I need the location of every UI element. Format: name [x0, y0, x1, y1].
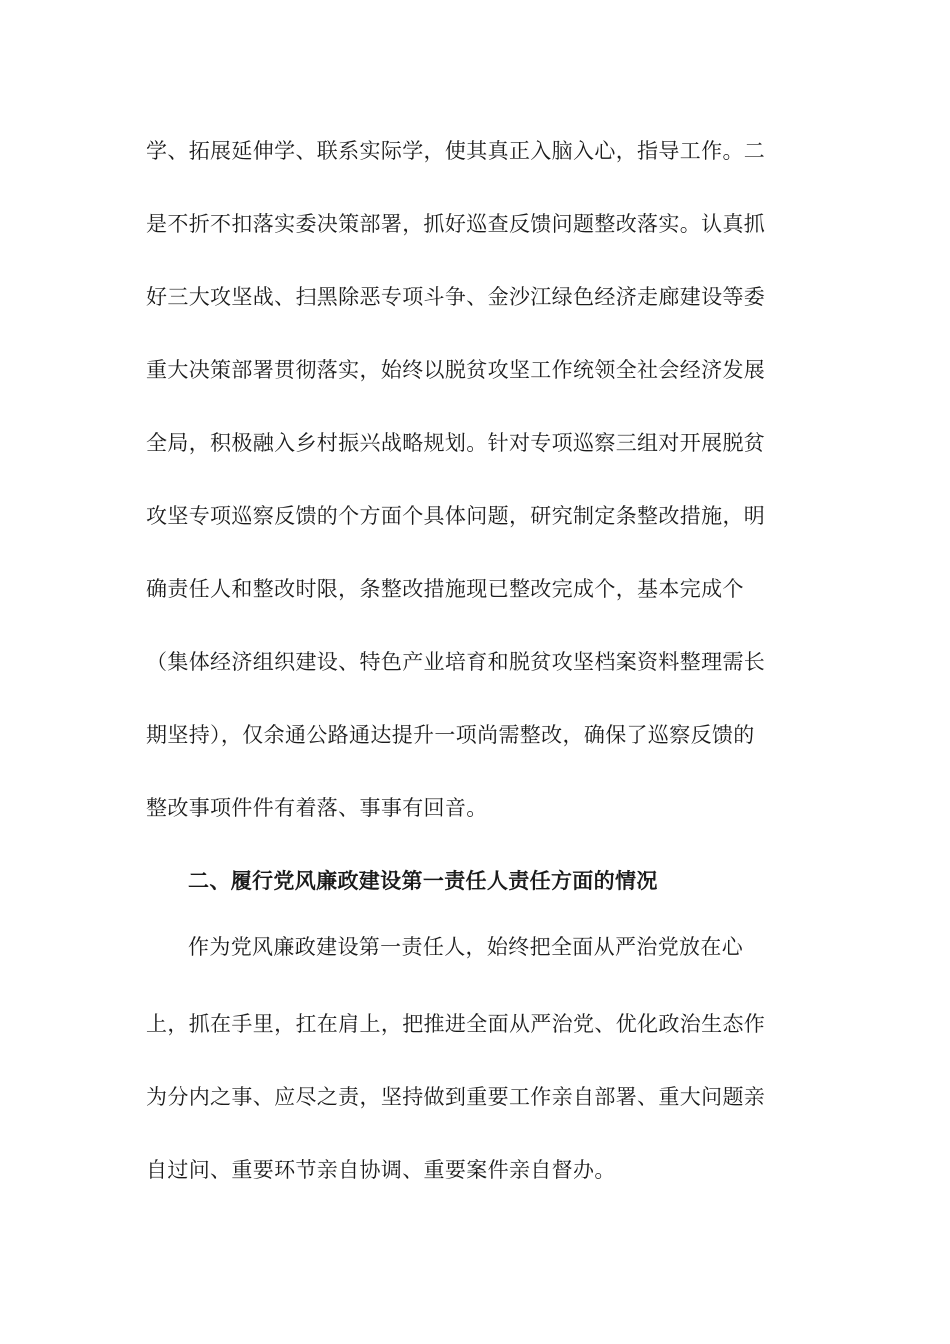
text-line: （集体经济组织建设、特色产业培育和脱贫攻坚档案资料整理需长	[146, 650, 766, 674]
text-line: 是不折不扣落实委决策部署，抓好巡查反馈问题整改落实。认真抓	[146, 212, 766, 236]
text-line: 攻坚专项巡察反馈的个方面个具体问题，研究制定条整改措施，明	[146, 504, 766, 528]
text-line: 自过问、重要环节亲自协调、重要案件亲自督办。	[146, 1158, 616, 1182]
text-line: 好三大攻坚战、扫黑除恶专项斗争、金沙江绿色经济走廊建设等委	[146, 285, 766, 309]
text-line: 为分内之事、应尽之责，坚持做到重要工作亲自部署、重大问题亲	[146, 1085, 766, 1109]
text-line: 作为党风廉政建设第一责任人，始终把全面从严治党放在心	[188, 935, 744, 959]
text-line: 学、拓展延伸学、联系实际学，使其真正入脑入心，指导工作。二	[146, 139, 766, 163]
text-line: 确责任人和整改时限，条整改措施现已整改完成个，基本完成个	[146, 577, 744, 601]
text-line: 重大决策部署贯彻落实，始终以脱贫攻坚工作统领全社会经济发展	[146, 358, 766, 382]
text-line: 全局，积极融入乡村振兴战略规划。针对专项巡察三组对开展脱贫	[146, 431, 766, 455]
section-heading: 二、履行党风廉政建设第一责任人责任方面的情况	[188, 869, 658, 893]
text-line: 期坚持），仅余通公路通达提升一项尚需整改，确保了巡察反馈的	[146, 723, 755, 747]
text-line: 上，抓在手里，扛在肩上，把推进全面从严治党、优化政治生态作	[146, 1012, 766, 1036]
text-line: 整改事项件件有着落、事事有回音。	[146, 796, 488, 820]
